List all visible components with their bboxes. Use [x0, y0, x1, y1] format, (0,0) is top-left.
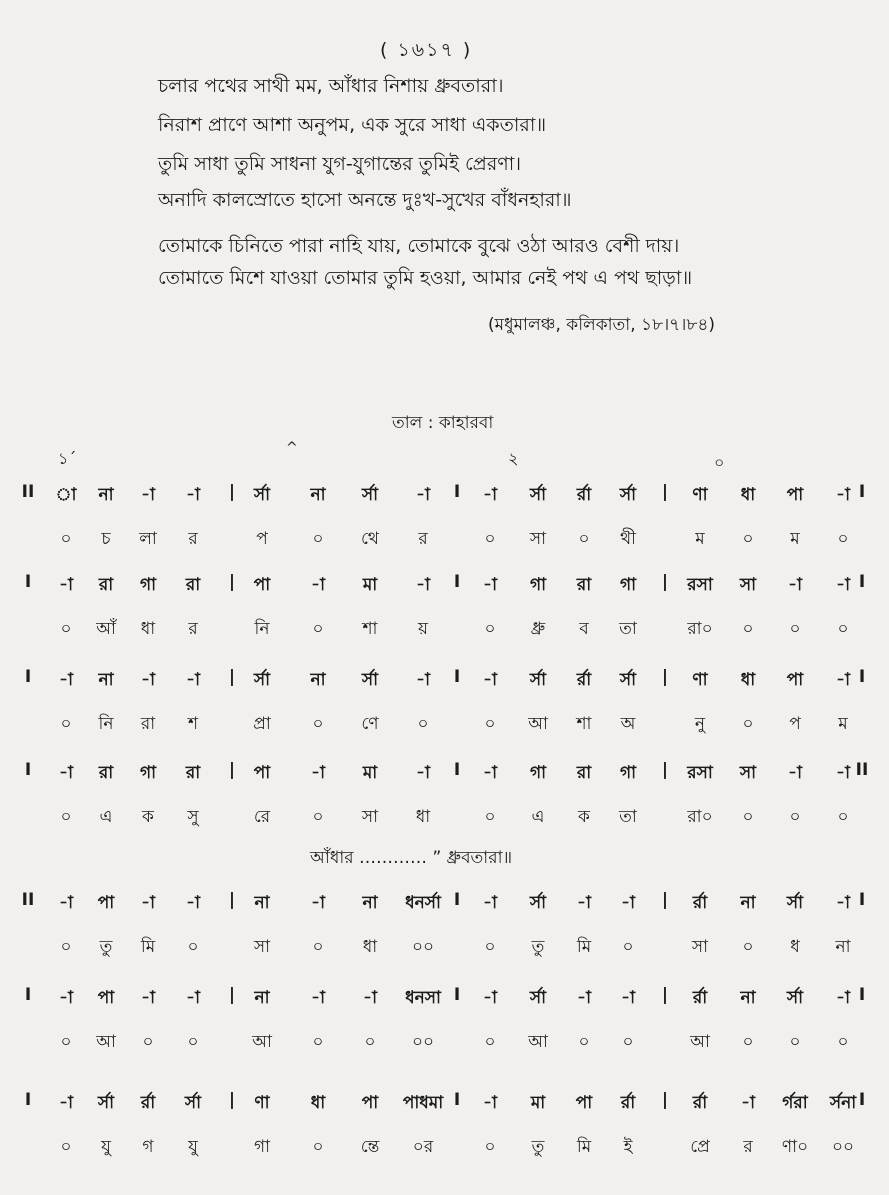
bar-separator: I: [453, 482, 461, 502]
lyric-syllable: ব: [579, 619, 589, 639]
lyric-syllable: নি: [98, 714, 114, 734]
note: ধনসা: [405, 988, 441, 1008]
bar-separator: |: [661, 890, 669, 910]
lyric-syllable: ০: [417, 714, 429, 734]
note: -া: [141, 670, 155, 690]
lyric-syllable: যু: [101, 1137, 111, 1157]
note: -া: [311, 763, 325, 783]
lyric-syllable: ০: [484, 619, 496, 639]
lyric-syllable: ০: [364, 1032, 376, 1052]
lyric-syllable: ০০: [831, 1137, 855, 1157]
note: গা: [619, 763, 637, 783]
lyric-syllable: প: [256, 529, 268, 549]
beat-mark-4: ০: [714, 453, 725, 472]
bar-separator: |: [661, 760, 669, 780]
note: পা: [575, 1093, 593, 1113]
note: মা: [362, 763, 378, 783]
lyric-syllable: প্রে: [690, 1137, 710, 1157]
bar-separator: |: [228, 985, 236, 1005]
note: -া: [186, 485, 200, 505]
lyric-syllable: ০: [312, 1032, 324, 1052]
lyric-syllable: না: [835, 937, 851, 957]
note: -া: [836, 575, 850, 595]
notation-row: [0, 572, 889, 598]
note: না: [254, 893, 270, 913]
note: -া: [483, 988, 497, 1008]
lyric-syllable: ০: [484, 937, 496, 957]
note: -া: [59, 988, 73, 1008]
note: -া: [483, 763, 497, 783]
bar-separator: |: [228, 667, 236, 687]
note: -া: [59, 1093, 73, 1113]
note: না: [740, 988, 756, 1008]
note: -া: [59, 763, 73, 783]
note: ণা: [692, 670, 708, 690]
lyric-syllable: রা০: [687, 807, 713, 827]
note: -া: [621, 893, 635, 913]
note: র্সা: [619, 485, 637, 505]
bar-end: I: [858, 482, 866, 502]
lyric-syllable: ০: [142, 1032, 154, 1052]
lyric-syllable: ধ্রু: [530, 619, 546, 639]
bar-start: I: [24, 985, 32, 1005]
poem-line-4: অনাদি কালস্রোতে হাসো অনন্তে দুঃখ-সুখের বাঁধনহারা॥: [158, 189, 572, 211]
note: না: [310, 670, 326, 690]
bar-separator: |: [661, 482, 669, 502]
note: -া: [311, 893, 325, 913]
beat-mark-3: ২: [508, 449, 519, 468]
lyric-syllable: ০: [578, 1032, 590, 1052]
note: -া: [836, 485, 850, 505]
lyric-syllable: ক: [142, 807, 154, 827]
note: -া: [836, 893, 850, 913]
note: রা: [98, 763, 114, 783]
note: -া: [483, 485, 497, 505]
bar-separator: I: [453, 572, 461, 592]
note: -া: [141, 988, 155, 1008]
lyric-syllable: ০০: [411, 1032, 435, 1052]
notation-row: [0, 667, 889, 693]
lyric-syllable: ০: [789, 1032, 801, 1052]
note: র্সা: [253, 670, 271, 690]
note: -া: [416, 485, 430, 505]
note: র্সা: [619, 670, 637, 690]
note: -া: [416, 575, 430, 595]
lyric-syllable: রা: [140, 714, 156, 734]
note: র্রা: [576, 485, 592, 505]
note: র্সা: [529, 485, 547, 505]
note: র্সা: [529, 670, 547, 690]
note: রসা: [687, 763, 713, 783]
poem-line-1: চলার পথের সাথী মম, আঁধার নিশায় ধ্রুবতারা।: [158, 75, 504, 97]
bar-separator: |: [661, 667, 669, 687]
lyric-syllable: ন্তে: [360, 1137, 380, 1157]
bar-end: I: [858, 985, 866, 1005]
note: সা: [739, 575, 757, 595]
lyric-syllable: আ: [96, 1032, 116, 1052]
lyric-syllable: ০: [837, 529, 849, 549]
note: র্রা: [692, 988, 708, 1008]
page-number: ( ১৬১৭ ): [380, 39, 473, 61]
note: র্সা: [529, 893, 547, 913]
note: পা: [786, 670, 804, 690]
beat-mark-2: ^: [286, 440, 298, 456]
note: -া: [483, 893, 497, 913]
lyric-syllable: ক: [578, 807, 590, 827]
lyric-syllable: ০: [60, 529, 72, 549]
lyric-syllable: র: [188, 619, 198, 639]
note: গা: [139, 575, 157, 595]
lyric-syllable: প: [789, 714, 801, 734]
notation-row: [0, 482, 889, 508]
lyric-syllable: চ: [101, 529, 111, 549]
source-citation: (মধুমালঞ্চ, কলিকাতা, ১৮।৭।৮৪): [488, 315, 716, 335]
lyric-syllable: ০: [837, 619, 849, 639]
lyric-syllable: থী: [620, 529, 636, 549]
bar-separator: |: [228, 572, 236, 592]
lyric-syllable: সা: [253, 937, 271, 957]
note: পা: [97, 893, 115, 913]
note: র্রা: [140, 1093, 156, 1113]
note: রসা: [687, 575, 713, 595]
lyric-syllable: ০: [60, 1137, 72, 1157]
lyric-syllable: মি: [140, 937, 156, 957]
note: ধা: [310, 1093, 326, 1113]
note: না: [254, 988, 270, 1008]
lyric-syllable: ০: [312, 807, 324, 827]
lyric-syllable: র: [418, 529, 428, 549]
note: র্সা: [786, 988, 804, 1008]
note: -া: [416, 670, 430, 690]
bar-end: I: [858, 1090, 866, 1110]
poem-line-6: তোমাতে মিশে যাওয়া তোমার তুমি হওয়া, আমার নেই পথ এ পথ ছাড়া॥: [158, 267, 693, 289]
lyric-syllable: আ: [252, 1032, 272, 1052]
note: গা: [619, 575, 637, 595]
lyric-syllable: সা: [529, 529, 547, 549]
note: ণা: [254, 1093, 270, 1113]
note: গা: [529, 763, 547, 783]
lyric-syllable: ০: [789, 807, 801, 827]
note: -া: [59, 670, 73, 690]
lyric-syllable: ০: [742, 714, 754, 734]
lyric-syllable: য়: [417, 619, 429, 639]
lyric-syllable: থে: [361, 529, 379, 549]
bar-separator: |: [228, 760, 236, 780]
lyric-syllable: ০: [484, 1032, 496, 1052]
note: া: [55, 485, 77, 505]
lyric-syllable: ০: [187, 1032, 199, 1052]
lyric-syllable: ০: [789, 619, 801, 639]
lyric-syllable: অ: [620, 714, 636, 734]
bar-start: I: [24, 572, 32, 592]
note: ধনর্সা: [405, 893, 441, 913]
lyric-syllable: আ: [690, 1032, 710, 1052]
bar-separator: I: [453, 890, 461, 910]
note: না: [310, 485, 326, 505]
note: পা: [253, 763, 271, 783]
lyric-syllable: রে: [253, 807, 271, 827]
bar-separator: |: [228, 482, 236, 502]
note: র্রা: [576, 670, 592, 690]
lyric-syllable: ধা: [362, 937, 378, 957]
bar-separator: I: [453, 1090, 461, 1110]
note: পা: [253, 575, 271, 595]
bar-separator: I: [453, 760, 461, 780]
lyric-syllable: গ: [142, 1137, 154, 1157]
note: -া: [788, 575, 802, 595]
note: -া: [577, 988, 591, 1008]
beat-mark-1: ১´: [58, 449, 77, 468]
lyric-syllable: ০০: [411, 937, 435, 957]
lyric-syllable: ০: [742, 807, 754, 827]
lyric-syllable: সা: [361, 807, 379, 827]
lyric-syllable: ০: [742, 619, 754, 639]
note: -া: [483, 575, 497, 595]
bar-separator: |: [661, 985, 669, 1005]
lyric-syllable: প্রা: [253, 714, 271, 734]
notation-row: [0, 1090, 889, 1116]
note: -া: [483, 1093, 497, 1113]
note: র্গরা: [782, 1093, 808, 1113]
note: র্সা: [184, 1093, 202, 1113]
lyric-syllable: শা: [362, 619, 378, 639]
lyric-syllable: ণা০: [781, 1137, 809, 1157]
note: -া: [59, 575, 73, 595]
lyric-syllable: ০: [742, 1032, 754, 1052]
lyric-syllable: ০: [837, 807, 849, 827]
note: না: [740, 893, 756, 913]
lyric-row: [0, 711, 889, 737]
note: -া: [141, 485, 155, 505]
lyric-syllable: ধ: [790, 937, 800, 957]
note: র্সা: [253, 485, 271, 505]
lyric-syllable: ০: [60, 619, 72, 639]
tala-heading: তাল : কাহারবা: [392, 413, 494, 433]
poem-line-2: নিরাশ প্রাণে আশা অনুপম, এক সুরে সাধা একতারা॥: [158, 114, 547, 136]
lyric-row: [0, 1134, 889, 1160]
note: -া: [483, 670, 497, 690]
note: র্সা: [97, 1093, 115, 1113]
notation-row: [0, 760, 889, 786]
note: না: [98, 485, 114, 505]
notation-row: [0, 890, 889, 916]
lyric-syllable: ই: [623, 1137, 633, 1157]
note: -া: [186, 988, 200, 1008]
lyric-syllable: ০: [60, 937, 72, 957]
lyric-row: [0, 804, 889, 830]
lyric-row: [0, 934, 889, 960]
note: রা: [98, 575, 114, 595]
bar-start: II: [21, 482, 35, 502]
lyric-syllable: ০: [312, 619, 324, 639]
note: র্রা: [692, 893, 708, 913]
bar-start: II: [21, 890, 35, 910]
note: গা: [139, 763, 157, 783]
note: -া: [788, 763, 802, 783]
note: র্সা: [529, 988, 547, 1008]
note: -া: [311, 988, 325, 1008]
note: -া: [363, 988, 377, 1008]
note: গা: [529, 575, 547, 595]
lyric-syllable: ০: [312, 529, 324, 549]
note: র্সনা: [829, 1093, 857, 1113]
bar-end: I: [858, 890, 866, 910]
lyric-syllable: আঁ: [96, 619, 116, 639]
poem-line-3: তুমি সাধা তুমি সাধনা যুগ-যুগান্তের তুমিই প্রেরণা।: [158, 153, 522, 175]
lyric-syllable: এ: [531, 807, 545, 827]
note: পা: [97, 988, 115, 1008]
note: সা: [739, 763, 757, 783]
lyric-syllable: তা: [619, 807, 637, 827]
lyric-syllable: যু: [188, 1137, 198, 1157]
note: রা: [185, 763, 201, 783]
lyric-syllable: মি: [576, 937, 592, 957]
note: -া: [836, 763, 850, 783]
note: ধা: [740, 670, 756, 690]
note: র্সা: [361, 670, 379, 690]
bar-start: I: [24, 760, 32, 780]
lyric-syllable: তা: [619, 619, 637, 639]
bar-separator: |: [228, 1090, 236, 1110]
note: র্রা: [620, 1093, 636, 1113]
note: পা: [786, 485, 804, 505]
note: -া: [577, 893, 591, 913]
note: -া: [836, 988, 850, 1008]
note: রা: [576, 575, 592, 595]
lyric-syllable: সা: [691, 937, 709, 957]
lyric-syllable: ০: [60, 807, 72, 827]
lyric-syllable: ০: [60, 714, 72, 734]
lyric-syllable: র: [188, 529, 198, 549]
note: না: [362, 893, 378, 913]
lyric-syllable: ০: [578, 529, 590, 549]
lyric-syllable: ম: [790, 529, 800, 549]
note: র্সা: [786, 893, 804, 913]
bar-end: I: [858, 572, 866, 592]
note: রা: [185, 575, 201, 595]
note: -া: [621, 988, 635, 1008]
lyric-row: [0, 526, 889, 552]
lyric-syllable: তু: [99, 937, 113, 957]
lyric-syllable: ধা: [415, 807, 431, 827]
lyric-syllable: ০: [484, 1137, 496, 1157]
lyric-syllable: তু: [531, 937, 545, 957]
note: -া: [186, 670, 200, 690]
lyric-syllable: আ: [528, 714, 548, 734]
lyric-syllable: ০: [60, 1032, 72, 1052]
note: -া: [416, 763, 430, 783]
lyric-syllable: ০: [622, 937, 634, 957]
lyric-row: [0, 616, 889, 642]
bar-separator: |: [661, 1090, 669, 1110]
lyric-syllable: শ: [187, 714, 199, 734]
lyric-syllable: মি: [576, 1137, 592, 1157]
lyric-syllable: ০র: [412, 1137, 434, 1157]
note: -া: [741, 1093, 755, 1113]
lyric-syllable: ০: [484, 529, 496, 549]
lyric-syllable: তু: [531, 1137, 545, 1157]
lyric-syllable: সু: [187, 807, 199, 827]
lyric-syllable: গা: [253, 1137, 271, 1157]
lyric-syllable: ০: [742, 529, 754, 549]
note: ণা: [692, 485, 708, 505]
lyric-syllable: আ: [528, 1032, 548, 1052]
note: পা: [361, 1093, 379, 1113]
note: না: [98, 670, 114, 690]
lyric-syllable: নি: [254, 619, 270, 639]
bar-separator: |: [228, 890, 236, 910]
lyric-syllable: ধা: [140, 619, 156, 639]
lyric-syllable: নু: [694, 714, 706, 734]
notation-row: [0, 985, 889, 1011]
note: ধা: [740, 485, 756, 505]
lyric-syllable: ০: [312, 714, 324, 734]
lyric-syllable: ০: [484, 807, 496, 827]
bar-end: II: [855, 760, 869, 780]
note: -া: [836, 670, 850, 690]
bar-separator: I: [453, 985, 461, 1005]
lyric-syllable: ০: [312, 1137, 324, 1157]
lyric-syllable: ম: [695, 529, 705, 549]
bar-end: I: [858, 667, 866, 687]
lyric-syllable: এ: [99, 807, 113, 827]
note: মা: [530, 1093, 546, 1113]
note: পাধমা: [402, 1093, 444, 1113]
lyric-syllable: লা: [139, 529, 157, 549]
note: রা: [576, 763, 592, 783]
lyric-syllable: ০: [742, 937, 754, 957]
bar-start: I: [24, 1090, 32, 1110]
note: -া: [59, 893, 73, 913]
note: র্সা: [361, 485, 379, 505]
bar-separator: |: [661, 572, 669, 592]
lyric-syllable: ০: [622, 1032, 634, 1052]
note: -া: [141, 893, 155, 913]
note: মা: [362, 575, 378, 595]
lyric-syllable: ০: [837, 1032, 849, 1052]
lyric-row: [0, 1029, 889, 1055]
lyric-syllable: ০: [312, 937, 324, 957]
note: র্রা: [692, 1093, 708, 1113]
lyric-syllable: ০: [484, 714, 496, 734]
lyric-syllable: শা: [576, 714, 592, 734]
lyric-syllable: ণে: [361, 714, 379, 734]
lyric-syllable: রা০: [687, 619, 713, 639]
note: -া: [186, 893, 200, 913]
bar-start: I: [24, 667, 32, 687]
refrain-line: আঁধার ………… ” ধ্রুবতারা॥: [310, 848, 513, 868]
note: -া: [311, 575, 325, 595]
lyric-syllable: র: [743, 1137, 753, 1157]
lyric-syllable: ম: [838, 714, 848, 734]
poem-line-5: তোমাকে চিনিতে পারা নাহি যায়, তোমাকে বুঝে ওঠা আরও বেশী দায়।: [158, 235, 680, 257]
bar-separator: I: [453, 667, 461, 687]
lyric-syllable: ০: [187, 937, 199, 957]
